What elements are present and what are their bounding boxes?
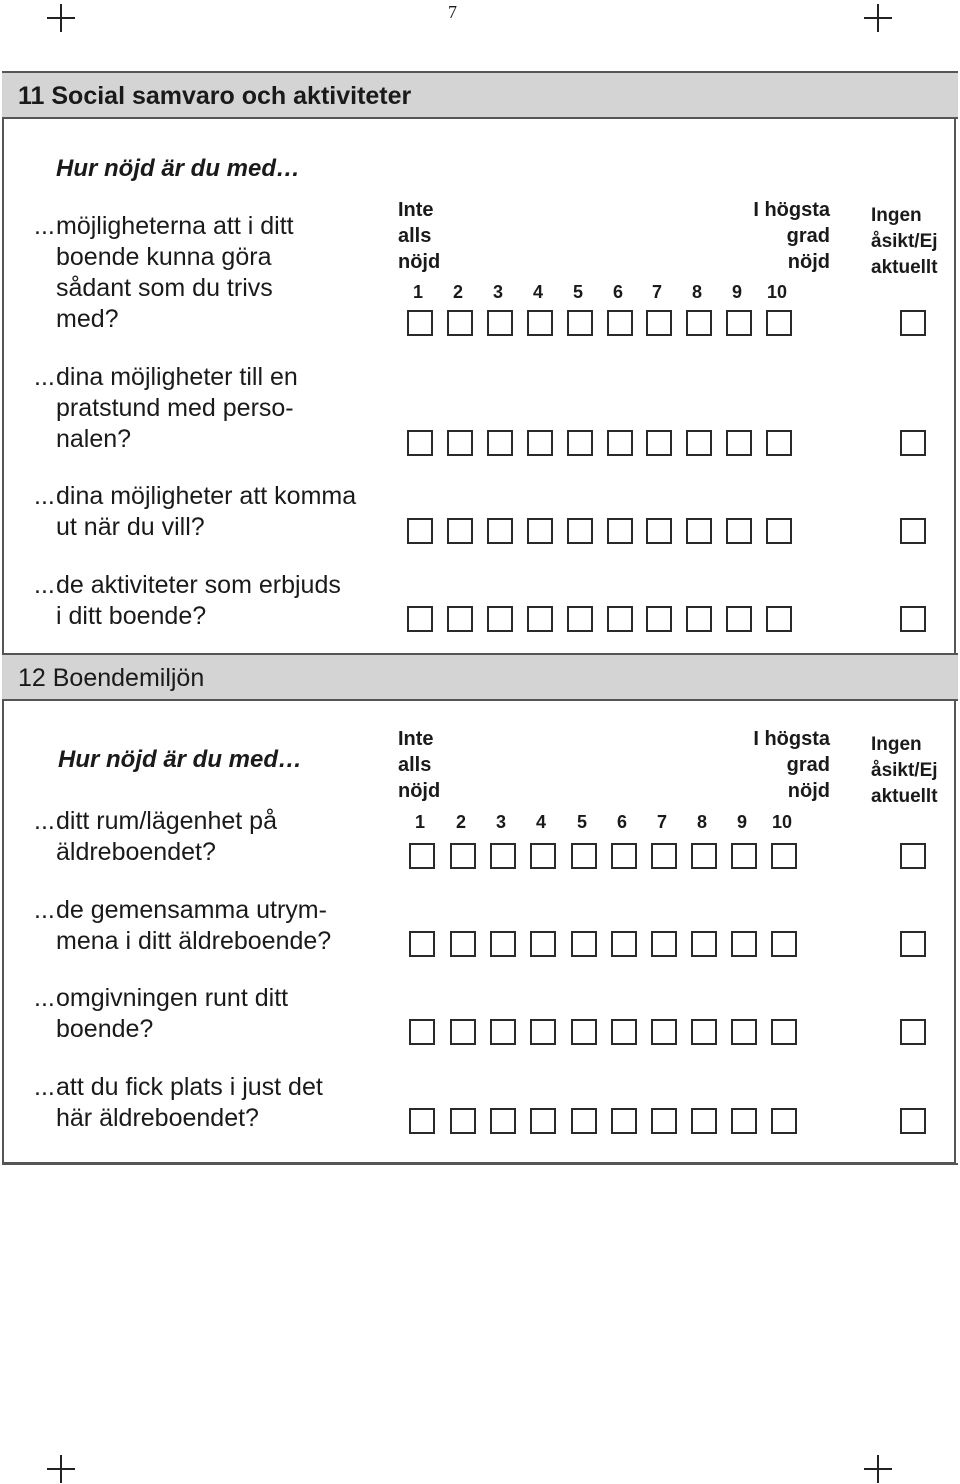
no-opinion-checkbox[interactable] [900, 1019, 926, 1045]
scale-high-label: I högsta grad nöjd [753, 199, 830, 273]
question-text: ... omgivningen runt ditt boende? [34, 984, 289, 1043]
rating-checkbox-9[interactable] [726, 518, 752, 544]
no-opinion-checkbox[interactable] [900, 310, 926, 336]
scale-low-label: Inte alls nöjd [398, 199, 441, 273]
rating-checkbox-3[interactable] [490, 931, 516, 957]
rating-checkbox-2[interactable] [447, 518, 473, 544]
rating-checkbox-8[interactable] [691, 1019, 717, 1045]
rating-checkbox-2[interactable] [450, 1019, 476, 1045]
no-opinion-checkbox[interactable] [900, 518, 926, 544]
rating-checkbox-9[interactable] [726, 430, 752, 456]
registration-mark-icon [47, 1455, 75, 1483]
rating-checkbox-1[interactable] [407, 606, 433, 632]
rating-checkbox-6[interactable] [611, 843, 637, 869]
rating-checkbox-5[interactable] [567, 606, 593, 632]
rating-checkbox-2[interactable] [450, 1108, 476, 1134]
rating-checkbox-1[interactable] [409, 1019, 435, 1045]
section-11-heading: 11 Social samvaro och aktiviteter [2, 71, 958, 119]
rating-checkbox-1[interactable] [407, 518, 433, 544]
rating-checkbox-10[interactable] [771, 843, 797, 869]
rating-checkbox-5[interactable] [571, 1108, 597, 1134]
section-12-intro: Hur nöjd är du med… [58, 746, 303, 773]
scale-low-label: Inte alls nöjd [398, 728, 441, 802]
rating-checkbox-10[interactable] [771, 1108, 797, 1134]
rating-checkbox-1[interactable] [409, 1108, 435, 1134]
rating-checkbox-7[interactable] [651, 1108, 677, 1134]
question-text: ... de aktiviteter som erbjuds i ditt boende? [34, 571, 341, 630]
rating-checkbox-10[interactable] [766, 518, 792, 544]
rating-checkbox-5[interactable] [567, 518, 593, 544]
rating-checkbox-9[interactable] [731, 1019, 757, 1045]
no-opinion-label: Ingen åsikt/Ej aktuellt [871, 205, 938, 278]
rating-checkbox-5[interactable] [571, 1019, 597, 1045]
rating-checkbox-6[interactable] [611, 1019, 637, 1045]
rating-checkbox-3[interactable] [487, 430, 513, 456]
rating-checkbox-10[interactable] [771, 1019, 797, 1045]
rating-checkbox-9[interactable] [726, 310, 752, 336]
rating-checkbox-7[interactable] [646, 430, 672, 456]
no-opinion-checkbox[interactable] [900, 931, 926, 957]
rating-checkbox-9[interactable] [731, 843, 757, 869]
question-text: ... ditt rum/lägenhet på äldreboendet? [34, 807, 277, 866]
rating-checkbox-10[interactable] [766, 310, 792, 336]
rating-checkbox-2[interactable] [450, 843, 476, 869]
question-text: ... att du fick plats i just det här äldreboendet? [34, 1073, 323, 1132]
rating-checkbox-3[interactable] [490, 1108, 516, 1134]
rating-checkbox-1[interactable] [407, 430, 433, 456]
page-number: 7 [448, 2, 457, 22]
rating-checkbox-7[interactable] [651, 931, 677, 957]
rating-checkbox-4[interactable] [527, 606, 553, 632]
bottom-rule [2, 1163, 958, 1165]
rating-checkbox-8[interactable] [691, 1108, 717, 1134]
rating-checkbox-8[interactable] [686, 430, 712, 456]
rating-checkbox-2[interactable] [447, 606, 473, 632]
rating-checkbox-4[interactable] [530, 931, 556, 957]
rating-checkbox-6[interactable] [611, 931, 637, 957]
rating-checkbox-1[interactable] [409, 931, 435, 957]
rating-checkbox-8[interactable] [686, 310, 712, 336]
registration-mark-icon [864, 4, 892, 32]
rating-checkbox-10[interactable] [766, 430, 792, 456]
rating-checkbox-3[interactable] [487, 606, 513, 632]
rating-checkbox-8[interactable] [691, 931, 717, 957]
rating-checkbox-5[interactable] [567, 310, 593, 336]
no-opinion-checkbox[interactable] [900, 606, 926, 632]
rating-checkbox-3[interactable] [490, 843, 516, 869]
rating-checkbox-3[interactable] [490, 1019, 516, 1045]
rating-checkbox-7[interactable] [646, 310, 672, 336]
rating-checkbox-6[interactable] [611, 1108, 637, 1134]
rating-checkbox-7[interactable] [646, 518, 672, 544]
no-opinion-checkbox[interactable] [900, 430, 926, 456]
rating-checkbox-2[interactable] [447, 430, 473, 456]
rating-checkbox-5[interactable] [571, 843, 597, 869]
question-text: ... möjligheterna att i ditt boende kunna göra sådant som du trivs med? [34, 212, 294, 333]
rating-checkbox-7[interactable] [646, 606, 672, 632]
registration-mark-icon [864, 1455, 892, 1483]
registration-mark-icon [47, 4, 75, 32]
rating-checkbox-7[interactable] [651, 1019, 677, 1045]
rating-checkbox-4[interactable] [527, 518, 553, 544]
question-text: ... dina möjligheter att komma ut när du vill? [34, 482, 357, 541]
rating-checkbox-5[interactable] [567, 430, 593, 456]
rating-checkbox-4[interactable] [530, 843, 556, 869]
rating-checkbox-4[interactable] [530, 1108, 556, 1134]
rating-checkbox-9[interactable] [726, 606, 752, 632]
no-opinion-checkbox[interactable] [900, 843, 926, 869]
rating-checkbox-9[interactable] [731, 1108, 757, 1134]
rating-checkbox-8[interactable] [686, 606, 712, 632]
rating-checkbox-6[interactable] [607, 310, 633, 336]
section-12-heading: 12 Boendemiljön [2, 653, 958, 701]
rating-checkbox-6[interactable] [607, 430, 633, 456]
rating-checkbox-6[interactable] [607, 606, 633, 632]
scale-high-label: I högsta grad nöjd [753, 728, 830, 802]
no-opinion-label: Ingen åsikt/Ej aktuellt [871, 734, 938, 807]
rating-checkbox-2[interactable] [447, 310, 473, 336]
rating-checkbox-1[interactable] [407, 310, 433, 336]
rating-checkbox-4[interactable] [530, 1019, 556, 1045]
rating-checkbox-6[interactable] [607, 518, 633, 544]
rating-checkbox-4[interactable] [527, 430, 553, 456]
rating-checkbox-10[interactable] [771, 931, 797, 957]
question-text: ... dina möjligheter till en pratstund med perso- nalen? [34, 363, 298, 453]
rating-checkbox-1[interactable] [409, 843, 435, 869]
no-opinion-checkbox[interactable] [900, 1108, 926, 1134]
rating-checkbox-5[interactable] [571, 931, 597, 957]
rating-checkbox-3[interactable] [487, 518, 513, 544]
rating-checkbox-7[interactable] [651, 843, 677, 869]
rating-checkbox-9[interactable] [731, 931, 757, 957]
section-11-intro: Hur nöjd är du med… [56, 155, 301, 182]
rating-checkbox-8[interactable] [691, 843, 717, 869]
rating-checkbox-10[interactable] [766, 606, 792, 632]
rating-checkbox-4[interactable] [527, 310, 553, 336]
rating-checkbox-2[interactable] [450, 931, 476, 957]
rating-checkbox-3[interactable] [487, 310, 513, 336]
question-text: ... de gemensamma utrym- mena i ditt äldreboende? [34, 896, 332, 955]
rating-checkbox-8[interactable] [686, 518, 712, 544]
